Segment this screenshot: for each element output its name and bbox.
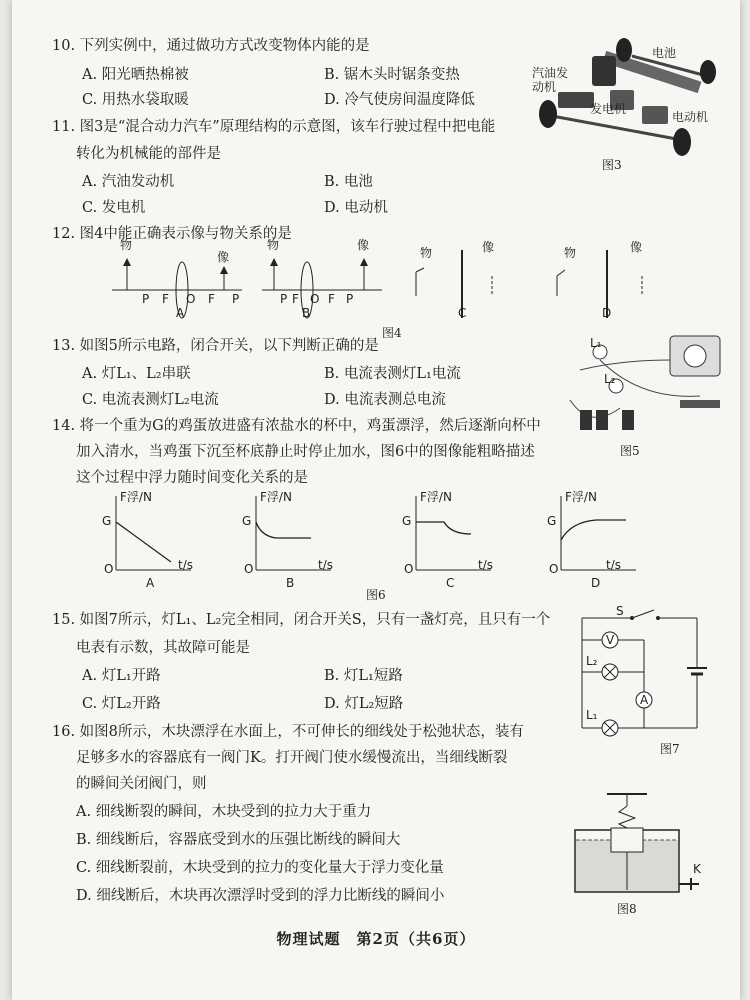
fig6b-ylabel: F浮/N bbox=[260, 490, 292, 504]
q15-option-b: B. 灯L₁短路 bbox=[324, 668, 403, 684]
page-footer: 物理试题 第2页（共6页） bbox=[276, 930, 476, 948]
figure-6-graphs bbox=[96, 490, 636, 600]
q16-stem-line3: 的瞬间关闭阀门，则 bbox=[76, 776, 207, 792]
fig6c-g: G bbox=[402, 514, 412, 528]
q10-option-c: C. 用热水袋取暖 bbox=[82, 92, 189, 108]
q12-stem: 12. 图4中能正确表示像与物关系的是 bbox=[52, 226, 292, 242]
q13-option-c: C. 电流表测灯L₂电流 bbox=[82, 392, 219, 408]
fig4d-obj: 物 bbox=[564, 246, 577, 260]
q16-option-c: C. 细线断裂前，木块受到的拉力的变化量大于浮力变化量 bbox=[76, 860, 444, 876]
figure-5-circuit bbox=[560, 330, 730, 460]
q11-option-d: D. 电动机 bbox=[324, 200, 388, 216]
figure-4-optics bbox=[102, 238, 662, 340]
q16-option-a: A. 细线断裂的瞬间，木块受到的拉力大于重力 bbox=[76, 804, 372, 820]
fig7-voltmeter: V bbox=[606, 633, 615, 647]
q11-stem-line1: 11. 图3是“混合动力汽车”原理结构的示意图，该车行驶过程中把电能 bbox=[52, 119, 496, 135]
q13-option-b: B. 电流表测灯L₁电流 bbox=[324, 366, 461, 382]
fig6b-g: G bbox=[242, 514, 252, 528]
q14-stem-line2: 加入清水，当鸡蛋下沉至杯底静止时停止加水，图6中的图像能粗略描述 bbox=[76, 444, 535, 460]
fig4b-p2: P bbox=[346, 292, 354, 306]
fig6-sub-a: A bbox=[146, 576, 155, 590]
fig4a-p1: P bbox=[142, 292, 150, 306]
fig4a-f2: F bbox=[208, 292, 215, 306]
fig3-label-engine: 汽油发动机 bbox=[532, 66, 569, 95]
q16-stem-line2: 足够多水的容器底有一阀门K。打开阀门使水缓慢流出，当细线断裂 bbox=[76, 750, 508, 766]
fig6-sub-b: B bbox=[286, 576, 295, 590]
q14-stem-line1: 14. 将一个重为G的鸡蛋放进盛有浓盐水的杯中，鸡蛋漂浮，然后逐渐向杯中 bbox=[52, 418, 541, 434]
q10-option-a: A. 阳光晒热棉被 bbox=[82, 67, 189, 83]
fig6-caption: 图6 bbox=[366, 588, 386, 602]
fig6b-xlabel: t/s bbox=[318, 558, 333, 572]
fig7-caption: 图7 bbox=[660, 742, 680, 756]
fig3-label-motor: 电动机 bbox=[672, 110, 709, 124]
q11-option-c: C. 发电机 bbox=[82, 200, 146, 216]
fig4-sub-b: B bbox=[302, 306, 311, 320]
q15-stem-line2: 电表有示数，其故障可能是 bbox=[76, 640, 250, 656]
fig8-caption: 图8 bbox=[617, 902, 637, 916]
q10-option-d: D. 冷气使房间温度降低 bbox=[324, 92, 475, 108]
fig6d-ylabel: F浮/N bbox=[565, 490, 597, 504]
q13-option-d: D. 电流表测总电流 bbox=[324, 392, 446, 408]
fig4b-obj: 物 bbox=[267, 238, 280, 252]
fig6d-g: G bbox=[547, 514, 557, 528]
q15-option-d: D. 灯L₂短路 bbox=[324, 696, 404, 712]
fig6-sub-c: C bbox=[446, 576, 455, 590]
fig4a-p2: P bbox=[232, 292, 240, 306]
q13-option-a: A. 灯L₁、L₂串联 bbox=[82, 366, 191, 382]
fig4b-f2: F bbox=[328, 292, 335, 306]
fig4-sub-c: C bbox=[458, 306, 467, 320]
fig7-l2: L₂ bbox=[586, 654, 598, 668]
q16-stem-line1: 16. 如图8所示，木块漂浮在水面上，不可伸长的细线处于松弛状态，装有 bbox=[52, 724, 524, 740]
q15-option-c: C. 灯L₂开路 bbox=[82, 696, 161, 712]
q13-stem: 13. 如图5所示电路，闭合开关，以下判断正确的是 bbox=[52, 338, 379, 354]
fig7-ammeter: A bbox=[640, 693, 649, 707]
fig4b-o: O bbox=[310, 292, 320, 306]
fig4a-f1: F bbox=[162, 292, 169, 306]
fig6-sub-d: D bbox=[591, 576, 601, 590]
q10-option-b: B. 锯木头时锯条变热 bbox=[324, 67, 460, 83]
fig7-l1: L₁ bbox=[586, 708, 598, 722]
q16-option-b: B. 细线断后，容器底受到水的压强比断线的瞬间大 bbox=[76, 832, 401, 848]
q11-stem-line2: 转化为机械能的部件是 bbox=[76, 146, 221, 162]
q11-option-a: A. 汽油发动机 bbox=[82, 174, 175, 190]
fig4c-obj: 物 bbox=[420, 246, 433, 260]
fig3-label-generator: 发电机 bbox=[590, 102, 627, 116]
q14-stem-line3: 这个过程中浮力随时间变化关系的是 bbox=[76, 470, 308, 486]
q11-option-b: B. 电池 bbox=[324, 174, 373, 190]
fig8-valve-k: K bbox=[693, 862, 701, 876]
fig4-sub-a: A bbox=[176, 306, 185, 320]
fig5-l2: L₂ bbox=[604, 372, 616, 386]
q15-option-a: A. 灯L₁开路 bbox=[82, 668, 161, 684]
fig4-sub-d: D bbox=[602, 306, 612, 320]
fig6c-xlabel: t/s bbox=[478, 558, 493, 572]
fig6c-origin: O bbox=[404, 562, 414, 576]
fig6d-xlabel: t/s bbox=[606, 558, 621, 572]
q16-option-d: D. 细线断后，木块再次漂浮时受到的浮力比断线的瞬间小 bbox=[76, 888, 445, 904]
fig4a-img: 像 bbox=[217, 250, 230, 264]
fig4-caption: 图4 bbox=[382, 326, 402, 340]
figure-3-hybrid-car bbox=[532, 36, 722, 176]
fig3-label-battery: 电池 bbox=[652, 46, 677, 60]
fig4a-o: O bbox=[186, 292, 196, 306]
q10-stem: 10. 下列实例中，通过做功方式改变物体内能的是 bbox=[52, 38, 370, 54]
fig4b-img: 像 bbox=[357, 238, 370, 252]
fig6d-origin: O bbox=[549, 562, 559, 576]
fig6a-g: G bbox=[102, 514, 112, 528]
fig6a-ylabel: F浮/N bbox=[120, 490, 152, 504]
fig4d-img: 像 bbox=[630, 240, 643, 254]
fig6c-ylabel: F浮/N bbox=[420, 490, 452, 504]
fig6a-origin: O bbox=[104, 562, 114, 576]
fig4c-img: 像 bbox=[482, 240, 495, 254]
fig4b-p: P bbox=[280, 292, 288, 306]
fig5-caption: 图5 bbox=[620, 444, 640, 458]
fig7-switch-s: S bbox=[616, 604, 624, 618]
fig4a-obj: 物 bbox=[120, 238, 133, 252]
fig4b-f: F bbox=[292, 292, 299, 306]
figure-7-circuit bbox=[572, 604, 722, 758]
figure-8-container bbox=[567, 790, 707, 920]
fig5-l1: L₁ bbox=[590, 336, 602, 350]
fig6b-origin: O bbox=[244, 562, 254, 576]
fig3-caption: 图3 bbox=[602, 158, 622, 172]
exam-page bbox=[12, 0, 740, 1000]
q15-stem-line1: 15. 如图7所示，灯L₁、L₂完全相同，闭合开关S，只有一盏灯亮，且只有一个 bbox=[52, 612, 551, 628]
fig6a-xlabel: t/s bbox=[178, 558, 193, 572]
